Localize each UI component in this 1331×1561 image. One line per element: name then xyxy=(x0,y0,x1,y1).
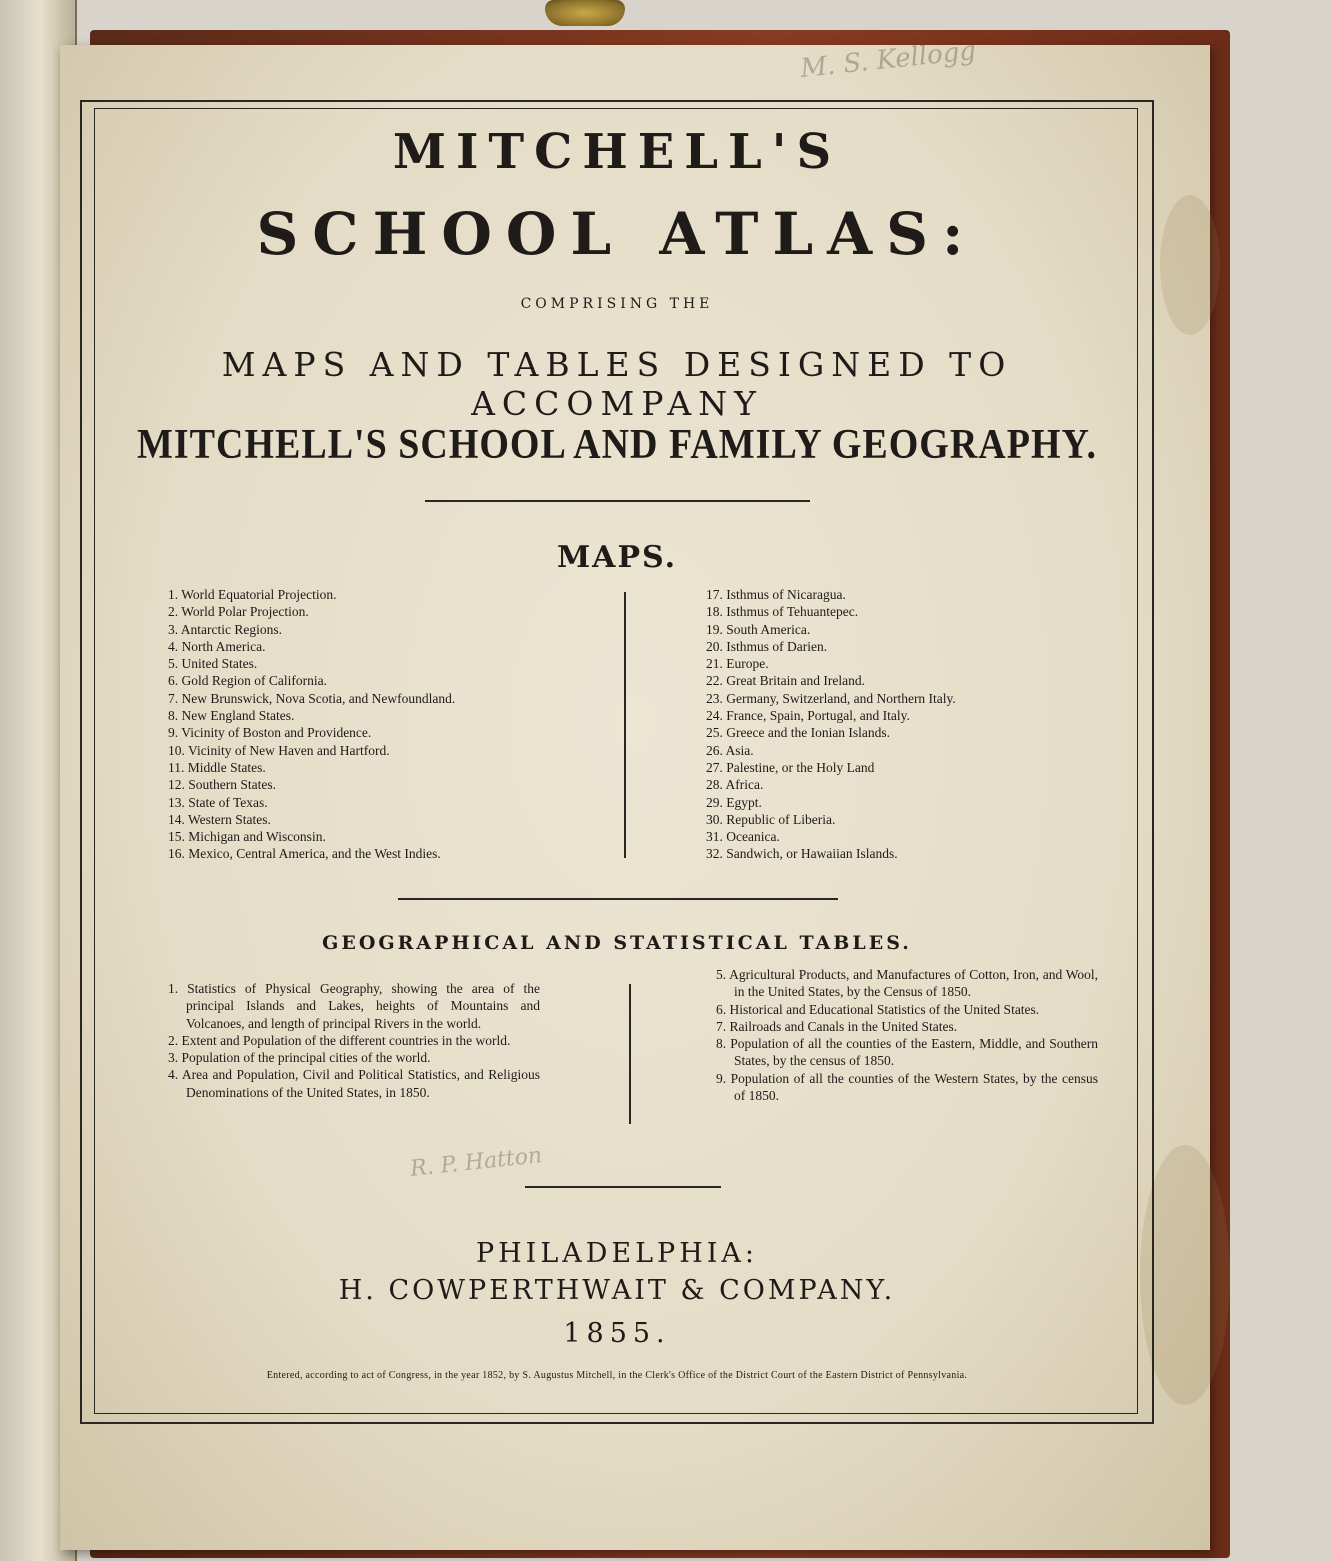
list-item: 13. State of Texas. xyxy=(168,794,268,810)
list-item: 10. Vicinity of New Haven and Hartford. xyxy=(168,742,390,758)
brass-clasp xyxy=(545,0,625,26)
list-item: 3. Population of the principal cities of the world. xyxy=(168,1050,431,1066)
list-item: 22. Great Britain and Ireland. xyxy=(706,673,865,689)
title-line-2: SCHOOL ATLAS: xyxy=(256,200,978,268)
subtitle: MAPS AND TABLES DESIGNED TO ACCOMPANY xyxy=(221,345,1013,423)
list-item: 6. Historical and Educational Statistics of the United States. xyxy=(716,1001,1040,1017)
tables-list-right xyxy=(698,966,1098,1104)
list-item: 30. Republic of Liberia. xyxy=(706,811,836,827)
list-item: 1. World Equatorial Projection. xyxy=(168,587,337,602)
list-item: 26. Asia. xyxy=(706,742,754,758)
list-item: 5. United States. xyxy=(168,656,258,672)
list-item: 17. Isthmus of Nicaragua. xyxy=(706,587,846,602)
list-item: 5. Agricultural Products, and Manufactures of Cotton, Iron, and Wool, in the United States, by the Census of 1850. xyxy=(716,967,1098,1000)
list-item: 24. France, Spain, Portugal, and Italy. xyxy=(706,708,910,724)
title-line-1: MITCHELL'S xyxy=(392,124,842,180)
list-item: 19. South America. xyxy=(706,621,811,637)
list-item: 12. Southern States. xyxy=(168,777,276,793)
tables-list-left xyxy=(150,980,540,1101)
handwritten-signature: R. P. Hatton xyxy=(409,1143,544,1182)
list-item: 29. Egypt. xyxy=(706,794,762,810)
maps-list-right xyxy=(706,586,956,863)
decorative-rule xyxy=(425,500,810,502)
list-item: 4. Area and Population, Civil and Political Statistics, and Religious Denominations of the United States, in 1850. xyxy=(168,1067,540,1100)
list-item: 7. New Brunswick, Nova Scotia, and Newfoundland. xyxy=(168,690,456,706)
maps-heading: MAPS. xyxy=(556,540,678,575)
list-item: 15. Michigan and Wisconsin. xyxy=(168,829,326,845)
publisher-name: H. COWPERTHWAIT & COMPANY. xyxy=(338,1275,896,1306)
list-item: 8. Population of all the counties of the Eastern, Middle, and Southern States, by the census of 1850. xyxy=(716,1036,1098,1069)
handwritten-signature: M. S. Kellogg xyxy=(798,35,978,85)
maps-list-left xyxy=(168,586,455,863)
comprising-line: COMPRISING THE xyxy=(520,296,714,312)
list-item: 32. Sandwich, or Hawaiian Islands. xyxy=(706,846,898,862)
list-item: 2. Extent and Population of the different countries in the world. xyxy=(168,1032,511,1048)
list-item: 6. Gold Region of California. xyxy=(168,673,327,689)
column-divider xyxy=(629,984,631,1124)
list-item: 14. Western States. xyxy=(168,811,271,827)
list-item: 1. Statistics of Physical Geography, showing the area of the principal Islands and Lakes, heights of Mountains and Volcanoes, and length of principal Rivers in the world. xyxy=(168,981,540,1031)
publisher-city: PHILADELPHIA: xyxy=(475,1238,759,1269)
list-item: 21. Europe. xyxy=(706,656,769,672)
column-divider xyxy=(624,592,626,858)
list-item: 28. Africa. xyxy=(706,777,764,793)
list-item: 4. North America. xyxy=(168,638,266,654)
tables-heading: GEOGRAPHICAL AND STATISTICAL TABLES. xyxy=(322,932,912,954)
list-item: 31. Oceanica. xyxy=(706,829,780,845)
list-item: 25. Greece and the Ionian Islands. xyxy=(706,725,891,741)
list-item: 2. World Polar Projection. xyxy=(168,604,309,620)
list-item: 16. Mexico, Central America, and the West Indies. xyxy=(168,846,441,862)
list-item: 9. Population of all the counties of the Western States, by the census of 1850. xyxy=(716,1070,1098,1104)
list-item: 20. Isthmus of Darien. xyxy=(706,638,828,654)
list-item: 3. Antarctic Regions. xyxy=(168,621,282,637)
list-item: 11. Middle States. xyxy=(168,759,266,775)
decorative-rule xyxy=(398,898,838,900)
foxing-stain xyxy=(1160,195,1220,335)
list-item: 8. New England States. xyxy=(168,708,295,724)
list-item: 18. Isthmus of Tehuantepec. xyxy=(706,604,859,620)
list-item: 7. Railroads and Canals in the United States. xyxy=(716,1018,958,1034)
list-item: 23. Germany, Switzerland, and Northern Italy. xyxy=(706,690,956,706)
decorative-rule xyxy=(525,1186,721,1188)
copyright-notice: Entered, according to act of Congress, in the year 1852, by S. Augustus Mitchell, in the Clerk's Office of the District Court of the Eastern District of Pennsylvania. xyxy=(266,1370,968,1381)
list-item: 9. Vicinity of Boston and Providence. xyxy=(168,725,372,741)
geography-title: MITCHELL'S SCHOOL AND FAMILY GEOGRAPHY. xyxy=(137,421,1097,469)
publication-year: 1855. xyxy=(563,1318,671,1349)
list-item: 27. Palestine, or the Holy Land xyxy=(706,759,875,775)
